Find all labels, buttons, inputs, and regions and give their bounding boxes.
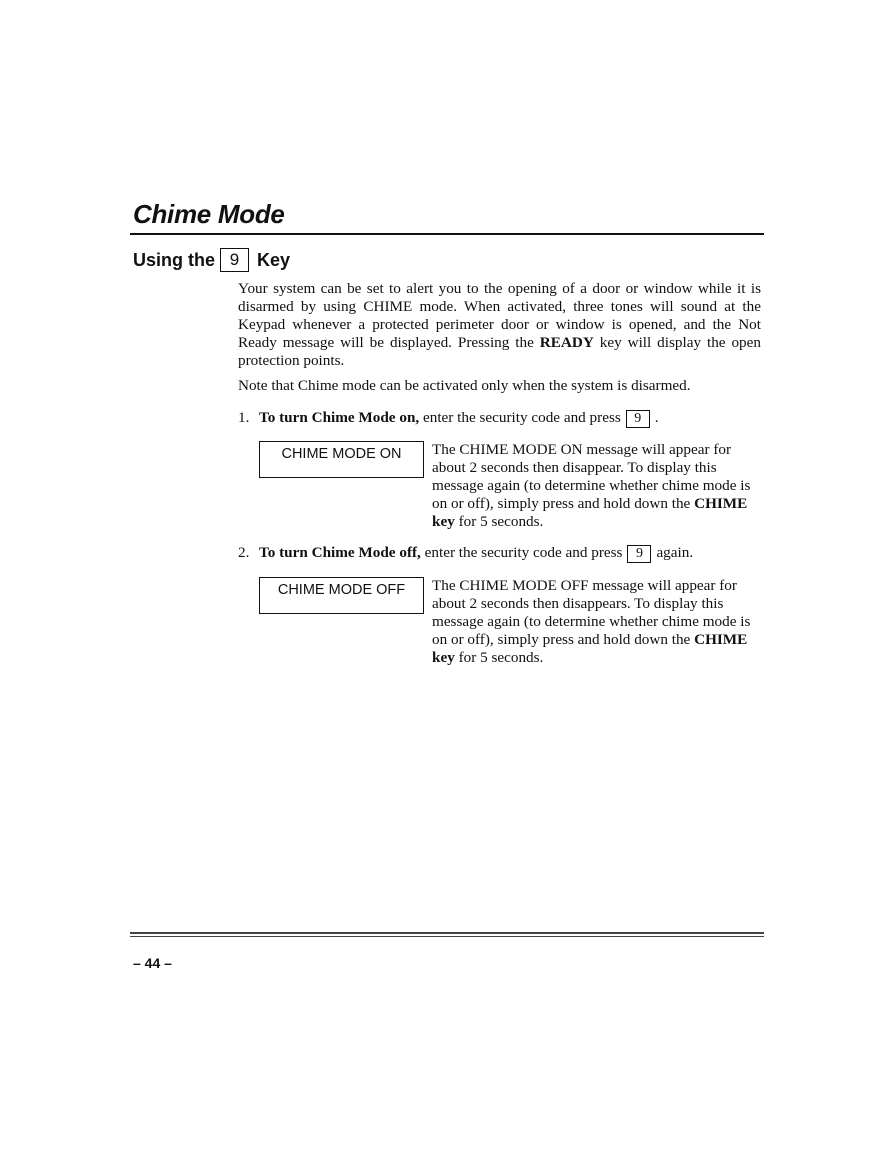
step-2 <box>238 544 693 563</box>
intro-paragraph <box>238 280 761 370</box>
key-9-icon: 9 <box>220 248 249 272</box>
step-number: 1. <box>238 409 250 426</box>
intro-text-2: key will display the open protection points. <box>238 334 761 369</box>
step-lead: To turn Chime Mode on, <box>259 409 420 426</box>
step-after: again. <box>656 544 694 561</box>
key-9-icon: 9 <box>626 410 650 428</box>
ready-key-label: READY <box>539 334 594 351</box>
chime-key-label: CHIME key <box>432 631 748 666</box>
desc-text-1: The CHIME MODE ON message will appear for about 2 seconds then disappear. To display this message again (to determine whether chime mode is on or off), simply press and hold down the <box>432 441 751 512</box>
step-2-description <box>432 577 762 667</box>
desc-text-1: The CHIME MODE OFF message will appear for about 2 seconds then disappears. To display this message again (to determine whether chime mode is on or off), simply press and hold down the <box>432 577 751 648</box>
step-text: enter the security code and press <box>419 409 621 426</box>
footer-divider-thin <box>130 936 764 937</box>
section-heading <box>133 248 290 272</box>
keypad-display-chime-off: CHIME MODE OFF <box>259 577 424 614</box>
step-text: enter the security code and press <box>420 544 623 561</box>
desc-text-2: for 5 seconds. <box>454 649 544 666</box>
step-1 <box>238 409 659 428</box>
section-heading-prefix: Using the <box>133 249 216 270</box>
note-paragraph: Note that Chime mode can be activated only when the system is disarmed. <box>238 377 691 394</box>
key-9-icon: 9 <box>627 545 651 563</box>
step-1-description <box>432 441 762 531</box>
section-heading-suffix: Key <box>257 249 291 270</box>
keypad-display-chime-on: CHIME MODE ON <box>259 441 424 478</box>
step-after: . <box>654 409 659 426</box>
footer-divider <box>130 932 764 934</box>
page-number: – 44 – <box>133 955 172 971</box>
step-number: 2. <box>238 544 250 561</box>
step-lead: To turn Chime Mode off, <box>259 544 421 561</box>
page-title: Chime Mode <box>133 199 285 229</box>
intro-text-1: Your system can be set to alert you to the opening of a door or window while it is disarmed by using CHIME mode. When activated, three tones will sound at the Keypad whenever a protected perimeter door or window is opened, and the Not Ready message will be displayed. Pressing the <box>238 280 761 351</box>
desc-text-2: for 5 seconds. <box>454 513 544 530</box>
chime-key-label: CHIME key <box>432 495 748 530</box>
title-divider <box>130 233 764 235</box>
